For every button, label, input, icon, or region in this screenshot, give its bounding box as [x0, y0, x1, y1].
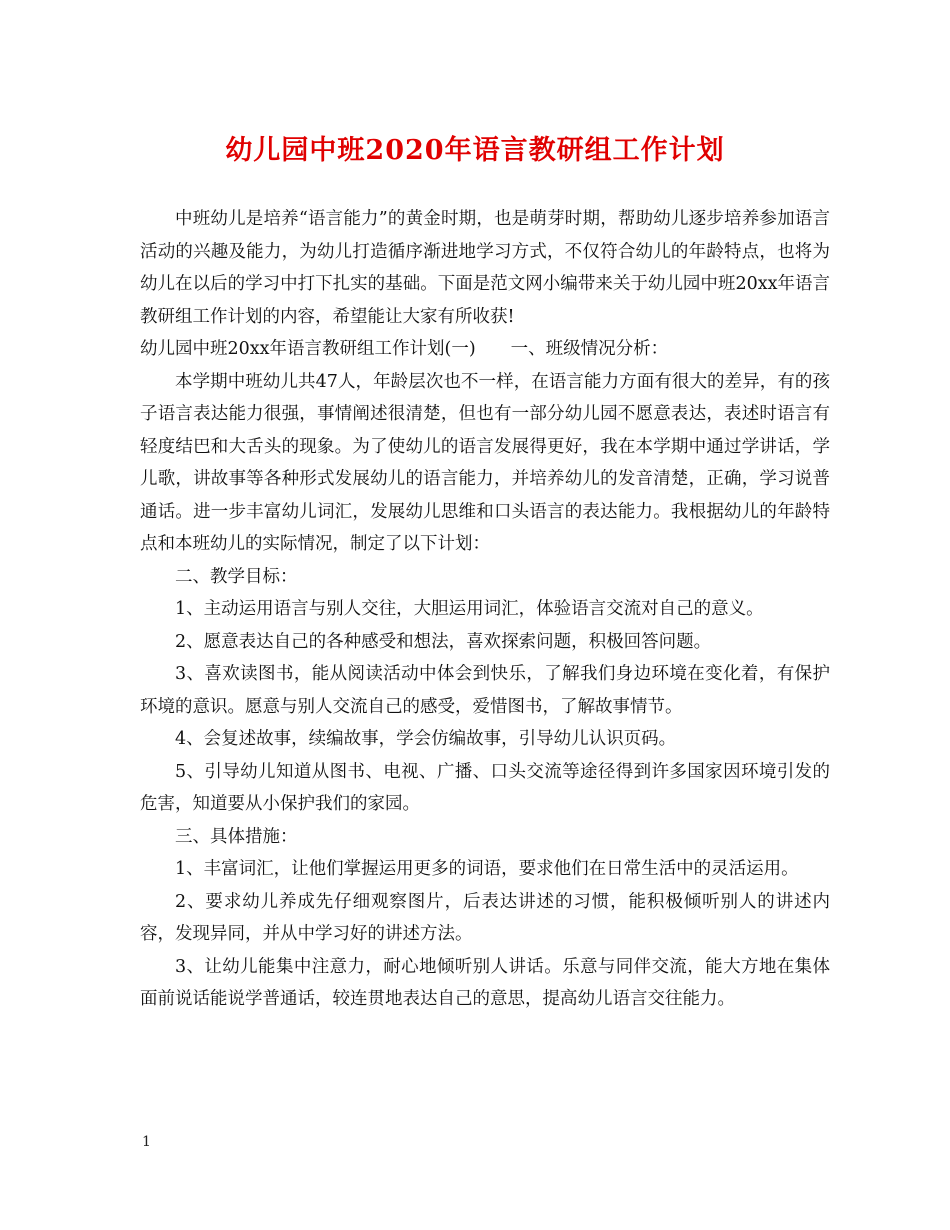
measure-item: 3、让幼儿能集中注意力，耐心地倾听别人讲话。乐意与同伴交流，能大方地在集体面前说话能说学普通话，较连贯地表达自己的意思，提高幼儿语言交往能力。 — [140, 956, 830, 1009]
plan-heading-line: 幼儿园中班20xx年语言教研组工作计划(一) 一、班级情况分析： — [140, 339, 669, 359]
goal-item: 2、愿意表达自己的各种感受和想法，喜欢探索问题，积极回答问题。 — [175, 631, 712, 652]
page-number: 1 — [142, 1134, 151, 1150]
document-title: 幼儿园中班2020年语言教研组工作计划 — [225, 135, 725, 166]
goal-item: 3、喜欢读图书，能从阅读活动中体会到快乐，了解我们身边环境在变化着，有保护环境的意识。愿意与别人交流自己的感受，爱惜图书，了解故事情节。 — [140, 664, 830, 717]
class-analysis-paragraph: 本学期中班幼儿共47人，年龄层次也不一样，在语言能力方面有很大的差异，有的孩子语言表达能力很强，事情阐述很清楚，但也有一部分幼儿园不愿意表达，表述时语言有轻度结巴和大舌头的现象。为了使幼儿的语言发展得更好，我在本学期中通过学讲话，学儿歌，讲故事等各种形式发展幼儿的语言能力，并培养幼儿的发音清楚，正确，学习说普通话。进一步丰富幼儿词汇，发展幼儿思维和口头语言的表达能力。我根据幼儿的年龄特点和本班幼儿的实际情况，制定了以下计划： — [140, 371, 830, 554]
intro-paragraph: 中班幼儿是培养“语言能力”的黄金时期，也是萌芽时期，帮助幼儿逐步培养参加语言活动的兴趣及能力，为幼儿打造循序渐进地学习方式，不仅符合幼儿的年龄特点，也将为幼儿在以后的学习中打下扎实的基础。下面是范文网小编带来关于幼儿园中班20xx年语言教研组工作计划的内容，希望能让大家有所收获! — [140, 209, 830, 327]
measure-item: 2、要求幼儿养成先仔细观察图片，后表达讲述的习惯，能积极倾听别人的讲述内容，发现异同，并从中学习好的讲述方法。 — [140, 891, 830, 944]
section-heading-measures: 三、具体措施： — [175, 826, 298, 847]
document-body — [140, 203, 830, 1016]
goal-item: 1、主动运用语言与别人交往，大胆运用词汇，体验语言交流对自己的意义。 — [175, 599, 764, 619]
goal-item: 5、引导幼儿知道从图书、电视、广播、口头交流等途径得到许多国家因环境引发的危害，知道要从小保护我们的家园。 — [140, 761, 830, 814]
section-heading-goals: 二、教学目标： — [175, 566, 298, 587]
goal-item: 4、会复述故事，续编故事，学会仿编故事，引导幼儿认识页码。 — [175, 729, 677, 749]
measure-item: 1、丰富词汇，让他们掌握运用更多的词语，要求他们在日常生活中的灵活运用。 — [175, 859, 799, 879]
